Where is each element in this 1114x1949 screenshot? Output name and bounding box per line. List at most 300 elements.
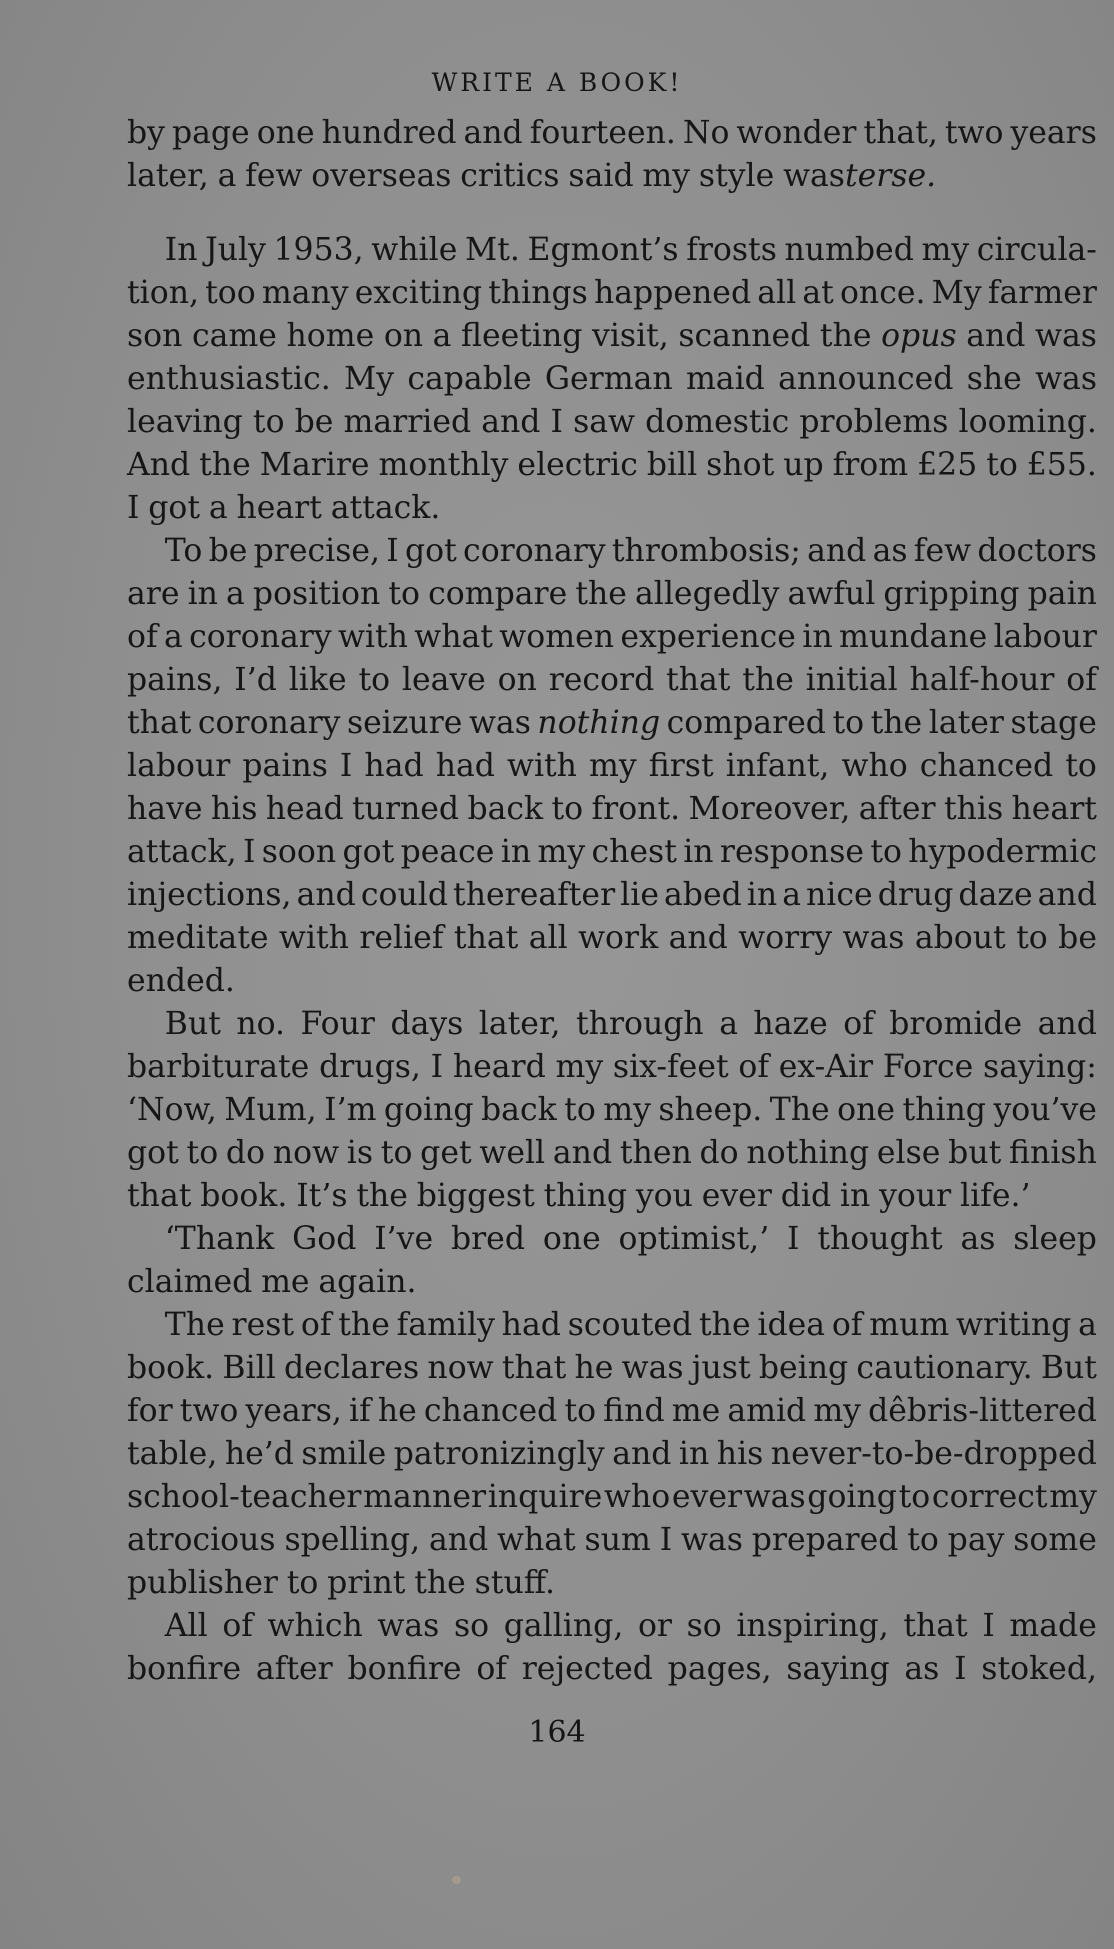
text-line (127, 745, 1097, 788)
word: compare (428, 576, 568, 612)
word: I (954, 1651, 967, 1687)
word: drugs, (319, 1049, 421, 1085)
word: few (245, 158, 303, 194)
word: gripping (883, 576, 1020, 612)
word: that (666, 662, 731, 698)
text-line (127, 358, 1097, 401)
word: on (383, 318, 424, 354)
word: just (691, 1350, 751, 1386)
word: position (252, 576, 381, 612)
word: drug (877, 877, 954, 913)
word: and (1037, 877, 1097, 913)
word: tion, (127, 275, 199, 311)
word: I (550, 404, 563, 440)
word: are (127, 576, 180, 612)
word: get (420, 1135, 472, 1171)
text-line (127, 831, 1097, 874)
word: that (903, 1608, 968, 1644)
word: the (338, 1307, 390, 1343)
text-line (127, 917, 1097, 960)
word: this (943, 791, 1004, 827)
body-text (127, 112, 1097, 1691)
text-line (127, 401, 1097, 444)
word: stoked, (981, 1651, 1097, 1687)
word: correct (931, 1479, 1048, 1515)
word: precise, (253, 533, 381, 569)
word: was (783, 158, 845, 194)
word: pains (242, 748, 328, 784)
text-line (127, 444, 1097, 487)
word: table, (127, 1436, 218, 1472)
word: or (637, 1608, 672, 1644)
word: the (414, 1565, 466, 1601)
word: your (879, 1178, 952, 1214)
word: as (960, 1221, 996, 1257)
word: capable (407, 361, 532, 397)
text-line (127, 487, 1097, 530)
word: my (813, 1393, 861, 1429)
word: his (210, 791, 258, 827)
word: about (914, 920, 1006, 956)
word: my (921, 232, 970, 268)
word: writing (956, 1307, 1072, 1343)
word: 1953, (273, 232, 364, 268)
word: I’m (324, 1092, 377, 1128)
word: amid (727, 1393, 807, 1429)
word: who (604, 1479, 671, 1515)
word: announced (778, 361, 954, 397)
word: going (383, 1092, 474, 1128)
word: with (337, 619, 408, 655)
word: do (225, 1135, 266, 1171)
word: I’ve (374, 1221, 434, 1257)
text-line (127, 112, 1097, 155)
word: book. (127, 1350, 215, 1386)
text-line (127, 530, 1097, 573)
word: few (913, 533, 972, 569)
word: page (171, 115, 250, 151)
word: nice (806, 877, 873, 913)
word: to (564, 1092, 596, 1128)
word: And (127, 447, 191, 483)
word: was (743, 1479, 806, 1515)
word: To (164, 533, 203, 569)
word: and (463, 115, 523, 151)
word: saw (573, 404, 635, 440)
word: days (390, 1006, 464, 1042)
word: he (377, 1393, 417, 1429)
word: like (288, 662, 347, 698)
word: to (358, 662, 391, 698)
word: cautionary. (856, 1350, 1033, 1386)
word: and (428, 1522, 489, 1558)
word: I (430, 1049, 444, 1085)
word: many (261, 275, 349, 311)
word: in (678, 1436, 710, 1472)
word: later, (127, 158, 209, 194)
word: to (380, 1135, 413, 1171)
word: was (1035, 318, 1097, 354)
word: Moreover, (688, 791, 851, 827)
word: electric (517, 447, 638, 483)
word: he’d (224, 1436, 294, 1472)
word: £55. (1026, 447, 1097, 483)
word: stuff. (474, 1565, 556, 1601)
word: by (127, 115, 165, 151)
word: labour (127, 748, 231, 784)
word: infant, (725, 748, 830, 784)
word: a (782, 877, 801, 913)
word: in (187, 576, 218, 612)
word: my (555, 1049, 604, 1085)
word: sum (584, 1522, 651, 1558)
word: of (738, 1049, 769, 1085)
word: the (575, 576, 627, 612)
word: could (360, 877, 449, 913)
word: seizure (346, 705, 463, 741)
word: attack, (127, 834, 237, 870)
word: now (427, 1350, 494, 1386)
word: in (802, 619, 833, 655)
word: experience (620, 619, 796, 655)
word: what (497, 1522, 576, 1558)
word: No (682, 115, 730, 151)
word: of (1066, 662, 1097, 698)
italic-word: nothing (537, 705, 661, 741)
word: thrombosis; (611, 533, 801, 569)
word: peace (400, 834, 495, 870)
word: ever (671, 1479, 743, 1515)
word: exciting (354, 275, 483, 311)
word: monthly (378, 447, 509, 483)
word: the (199, 447, 251, 483)
word: was (842, 920, 905, 956)
word: All (164, 1608, 208, 1644)
word: heart (1011, 791, 1097, 827)
word: to (870, 834, 902, 870)
word: that (127, 1178, 192, 1214)
word: Bill (222, 1350, 276, 1386)
word: be (294, 404, 334, 440)
word: and (668, 920, 728, 956)
word: a (208, 490, 228, 526)
word: style (698, 158, 775, 194)
word: nothing (746, 1135, 870, 1171)
word: as (904, 1651, 940, 1687)
word: was (1035, 361, 1097, 397)
text-line (127, 1347, 1097, 1390)
word: finish (1009, 1135, 1097, 1171)
word: my (642, 158, 691, 194)
word: patronizingly (393, 1436, 605, 1472)
word: record (548, 662, 655, 698)
word: inspiring, (736, 1608, 889, 1644)
word: domestic (645, 404, 790, 440)
word: The (164, 1307, 225, 1343)
word: thought (817, 1221, 943, 1257)
word: to (551, 791, 584, 827)
word: my (537, 834, 586, 870)
text-line (127, 1089, 1097, 1132)
word: that (501, 1350, 567, 1386)
word: to (832, 705, 865, 741)
word: and (296, 877, 356, 913)
word: he (574, 1350, 614, 1386)
page-number: 164 (528, 1715, 586, 1750)
word: no. (236, 1006, 286, 1042)
word: prepared (751, 1522, 899, 1558)
word: the (742, 662, 794, 698)
text-line (127, 1046, 1097, 1089)
word: book. (200, 1178, 288, 1214)
word: of (476, 1651, 507, 1687)
word: scanned (678, 318, 811, 354)
text-line (127, 1562, 1097, 1605)
word: ‘Now, (127, 1092, 217, 1128)
word: did (780, 1178, 832, 1214)
word: thing (543, 1178, 628, 1214)
word: I (339, 748, 353, 784)
word: said (568, 158, 634, 194)
word: got (342, 834, 395, 870)
word: never-to-be-dropped (770, 1436, 1097, 1472)
word: daze (958, 877, 1033, 913)
word: came (191, 318, 277, 354)
word: response (719, 834, 865, 870)
word: of (300, 1307, 332, 1343)
word: front. (591, 791, 681, 827)
word: while (371, 232, 458, 268)
word: mum (869, 1307, 950, 1343)
word: My (344, 361, 395, 397)
word: bill (646, 447, 698, 483)
word: £25 (917, 447, 978, 483)
word: looming. (958, 404, 1097, 440)
word: problems (799, 404, 949, 440)
word: thereafter (453, 877, 616, 913)
word: meditate (127, 920, 269, 956)
word: have (127, 791, 203, 827)
word: leaving (127, 404, 243, 440)
word: who (841, 748, 908, 784)
word: all (757, 275, 797, 311)
text-line (127, 960, 1097, 1003)
word: awful (787, 576, 876, 612)
word: enthusiastic. (127, 361, 331, 397)
word: I (659, 1522, 673, 1558)
word: my (603, 1092, 651, 1128)
word: one (837, 1092, 896, 1128)
word: be (208, 533, 248, 569)
text-line (127, 702, 1097, 745)
word: so (453, 1608, 490, 1644)
text-line (127, 616, 1097, 659)
word: Four (300, 1006, 375, 1042)
word: once. (839, 275, 926, 311)
word: school-teacher (127, 1479, 362, 1515)
word: had (501, 1307, 561, 1343)
word: things (488, 275, 588, 311)
word: wonder (736, 115, 857, 151)
word: happened (593, 275, 752, 311)
word: hundred (321, 115, 457, 151)
word: coronary (189, 619, 332, 655)
word: got (127, 1135, 179, 1171)
word: pains, (127, 662, 223, 698)
word: again. (318, 1264, 417, 1300)
word: and (966, 318, 1026, 354)
word: being (758, 1350, 849, 1386)
paragraph-gap (127, 198, 1097, 229)
word: from (832, 447, 909, 483)
word: she (966, 361, 1022, 397)
word: home (286, 318, 375, 354)
word: was (377, 1608, 440, 1644)
word: bromide (889, 1006, 1023, 1042)
word: for (127, 1393, 173, 1429)
word: I (386, 533, 399, 569)
word: German (544, 361, 673, 397)
word: women (499, 619, 615, 655)
word: relief (359, 920, 444, 956)
word: the (356, 1178, 408, 1214)
word: his (716, 1436, 764, 1472)
word: I’d (234, 662, 277, 698)
word: saying: (983, 1049, 1097, 1085)
word: rest (231, 1307, 295, 1343)
word: I (127, 490, 140, 526)
word: I (242, 834, 256, 870)
text-line (127, 788, 1097, 831)
word: but (948, 1135, 1002, 1171)
word: But (164, 1006, 221, 1042)
word: leave (401, 662, 486, 698)
word: the (699, 1307, 751, 1343)
word: heard (452, 1049, 546, 1085)
word: attack. (330, 490, 441, 526)
word: two (179, 1393, 239, 1429)
word: atrocious (127, 1522, 276, 1558)
word: a (719, 1006, 738, 1042)
word: life.’ (960, 1178, 1031, 1214)
word: The (769, 1092, 830, 1128)
word: God (292, 1221, 357, 1257)
text-line (127, 1304, 1097, 1347)
word: son (127, 318, 183, 354)
word: compared (666, 705, 826, 741)
word: rejected (521, 1651, 653, 1687)
word: inquire (487, 1479, 603, 1515)
word: claimed (127, 1264, 253, 1300)
running-head: WRITE A BOOK! (431, 68, 683, 97)
word: idea (757, 1307, 826, 1343)
text-line (127, 1261, 1097, 1304)
word: of (127, 619, 158, 655)
word: married (343, 404, 472, 440)
word: to (252, 404, 285, 440)
paper-speck (452, 1876, 461, 1884)
word: declares (284, 1350, 420, 1386)
word: bred (450, 1221, 525, 1257)
word: then (619, 1135, 692, 1171)
word: fourteen. (529, 115, 676, 151)
word: find (603, 1393, 665, 1429)
word: well (479, 1135, 546, 1171)
word: Force (882, 1049, 974, 1085)
word: stage (1010, 705, 1097, 741)
word: to (898, 1479, 931, 1515)
text-line (127, 155, 1097, 198)
word: if (349, 1393, 371, 1429)
word: later, (478, 1006, 561, 1042)
text-line (127, 659, 1097, 702)
word: hypodermic (908, 834, 1097, 870)
word: haze (753, 1006, 828, 1042)
word: was (621, 1350, 684, 1386)
word: that, (863, 115, 938, 151)
word: to (564, 1393, 597, 1429)
word: be (1058, 920, 1097, 956)
word: a (1078, 1307, 1097, 1343)
word: barbiturate (127, 1049, 310, 1085)
text-line (127, 229, 1097, 272)
word: was (680, 1522, 743, 1558)
word: me (261, 1264, 310, 1300)
word: you’ve (993, 1092, 1097, 1128)
word: turned (352, 791, 460, 827)
word: I (787, 1221, 800, 1257)
word: with (506, 748, 577, 784)
word: which (267, 1608, 363, 1644)
word: through (576, 1006, 704, 1042)
word: publisher (127, 1565, 278, 1601)
word: coronary (463, 533, 606, 569)
word: pages, (667, 1651, 772, 1687)
word: chest (591, 834, 677, 870)
word: at (802, 275, 834, 311)
text-line (127, 1605, 1097, 1648)
word: too (205, 275, 256, 311)
word: saying (786, 1651, 890, 1687)
word: Egmont’s (527, 232, 679, 268)
word: July (205, 232, 266, 268)
word: with (278, 920, 349, 956)
word: head (265, 791, 344, 827)
text-line (127, 874, 1097, 917)
word: Mum, (224, 1092, 317, 1128)
word: chanced (423, 1393, 558, 1429)
word: later (928, 705, 1004, 741)
text-line (127, 1476, 1097, 1519)
word: Marire (259, 447, 370, 483)
word: worry (738, 920, 833, 956)
word: to (1065, 748, 1097, 784)
word: in (839, 1178, 871, 1214)
word: spelling, (284, 1522, 421, 1558)
word: of (222, 1608, 253, 1644)
word: scouted (567, 1307, 693, 1343)
word: pain (1027, 576, 1097, 612)
word: ex-Air (778, 1049, 874, 1085)
word: in (683, 834, 714, 870)
word: labour (993, 619, 1097, 655)
word: sleep (1013, 1221, 1097, 1257)
word: my (589, 748, 637, 784)
word: optimist,’ (618, 1221, 770, 1257)
word: ended. (127, 963, 235, 999)
word: now (272, 1135, 340, 1171)
word: shot (706, 447, 775, 483)
